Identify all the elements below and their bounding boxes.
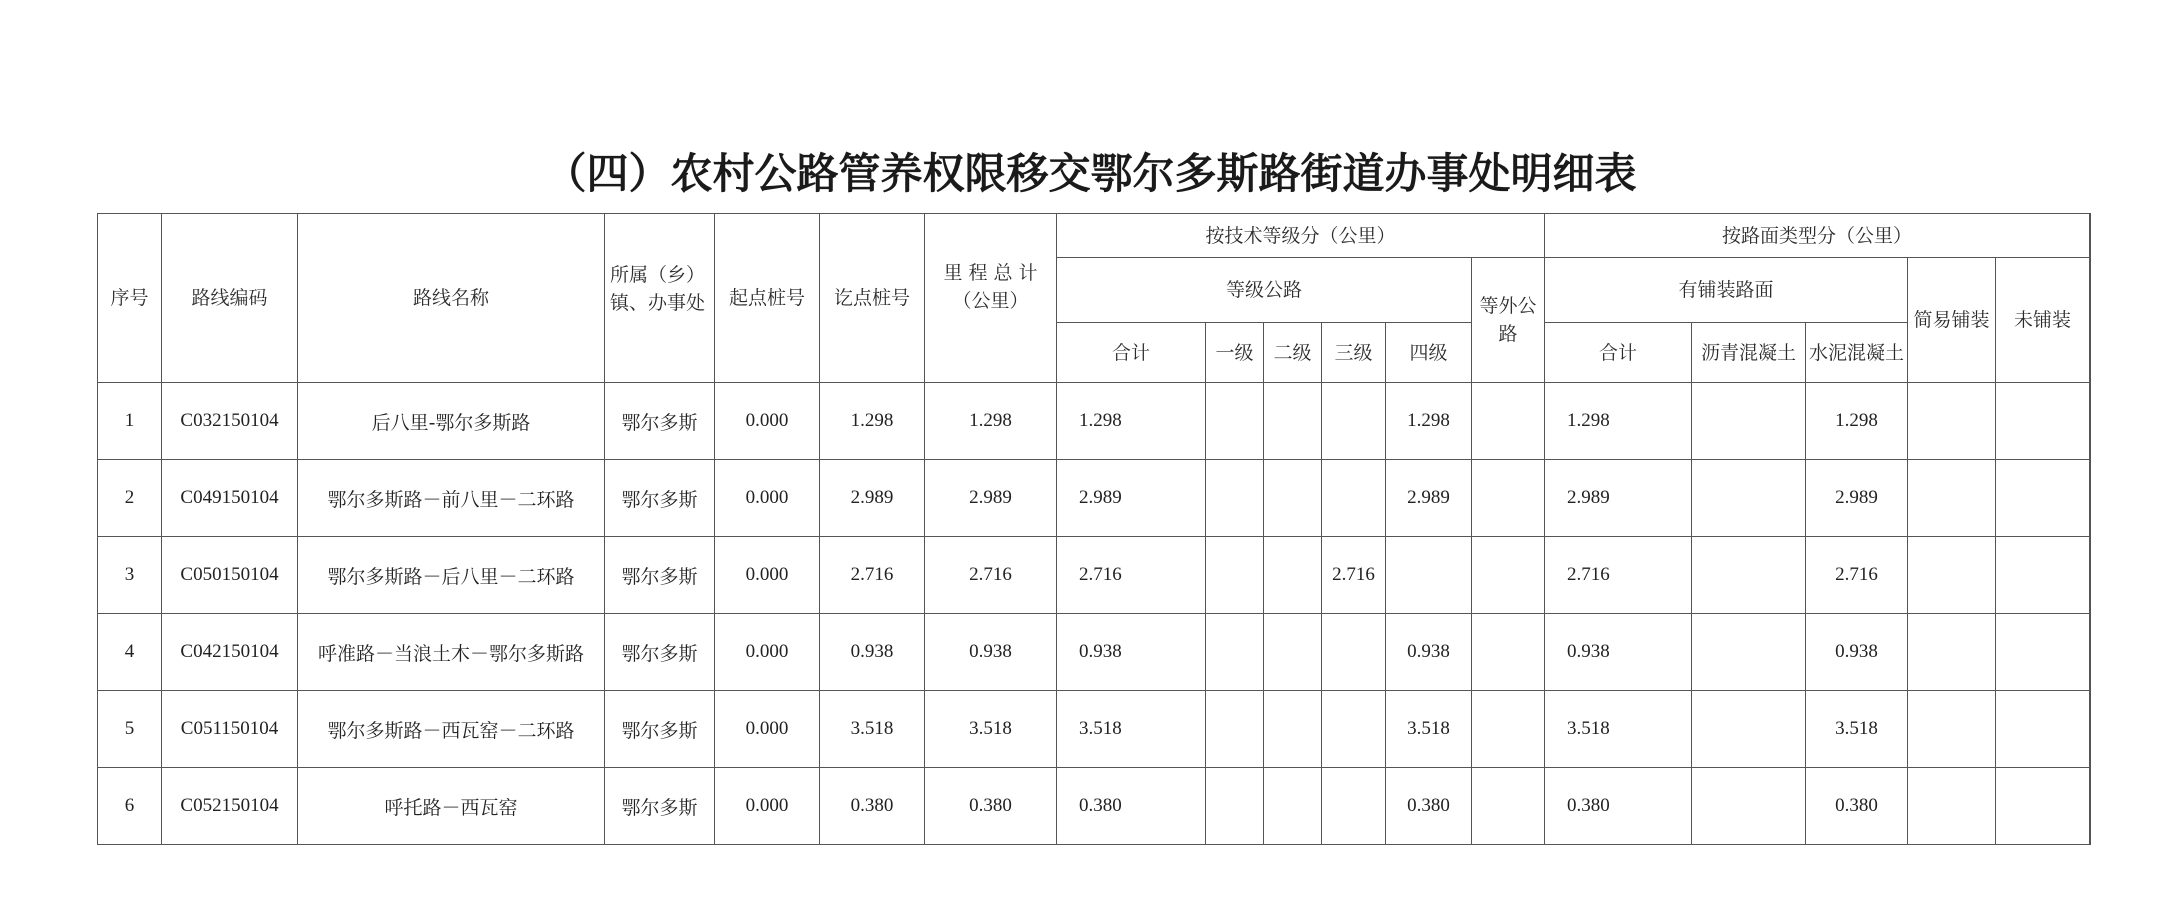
cell-asphalt xyxy=(1692,383,1806,460)
cell-urban xyxy=(2090,614,2091,691)
cell-asphalt xyxy=(1692,537,1806,614)
header-by-surface: 按路面类型分（公里） xyxy=(1545,214,2090,258)
cell-urban xyxy=(2090,768,2091,845)
cell-simple xyxy=(1908,614,1996,691)
cell-grade-total: 2.716 xyxy=(1057,537,1206,614)
header-grade-total: 合计 xyxy=(1057,323,1206,383)
cell-town: 鄂尔多斯 xyxy=(605,614,715,691)
header-start: 起点桩号 xyxy=(715,214,820,383)
cell-surface-total: 3.518 xyxy=(1545,691,1692,768)
header-graded-road: 等级公路 xyxy=(1057,258,1472,323)
cell-name: 鄂尔多斯路－西瓦窑－二环路 xyxy=(298,691,605,768)
cell-unpaved xyxy=(1996,460,2090,537)
cell-g4: 0.380 xyxy=(1386,768,1472,845)
header-mileage-line2: （公里） xyxy=(952,290,1029,312)
cell-seq: 6 xyxy=(98,768,162,845)
cell-g2 xyxy=(1264,691,1322,768)
cell-asphalt xyxy=(1692,691,1806,768)
cell-cement: 0.380 xyxy=(1806,768,1908,845)
cell-grade-total: 0.380 xyxy=(1057,768,1206,845)
header-name: 路线名称 xyxy=(298,214,605,383)
header-g2: 二级 xyxy=(1264,323,1322,383)
header-surface-total: 合计 xyxy=(1545,323,1692,383)
cell-cement: 0.938 xyxy=(1806,614,1908,691)
cell-mileage: 0.938 xyxy=(925,614,1057,691)
header-g4: 四级 xyxy=(1386,323,1472,383)
cell-g3 xyxy=(1322,460,1386,537)
cell-ungraded xyxy=(1472,537,1545,614)
cell-name: 鄂尔多斯路－后八里－二环路 xyxy=(298,537,605,614)
table-row xyxy=(98,691,2091,768)
table-row xyxy=(98,614,2091,691)
cell-town: 鄂尔多斯 xyxy=(605,768,715,845)
cell-g4: 3.518 xyxy=(1386,691,1472,768)
cell-asphalt xyxy=(1692,768,1806,845)
header-mileage xyxy=(925,214,1057,383)
cell-start: 0.000 xyxy=(715,537,820,614)
cell-code: C049150104 xyxy=(162,460,298,537)
cell-asphalt xyxy=(1692,614,1806,691)
cell-simple xyxy=(1908,691,1996,768)
header-town-line2: 镇、办事处 xyxy=(610,292,706,314)
cell-code: C051150104 xyxy=(162,691,298,768)
cell-g1 xyxy=(1206,691,1264,768)
cell-simple xyxy=(1908,537,1996,614)
road-detail-table xyxy=(97,213,2091,845)
header-end: 讫点桩号 xyxy=(820,214,925,383)
header-town xyxy=(605,214,715,383)
cell-g4 xyxy=(1386,537,1472,614)
header-seq: 序号 xyxy=(98,214,162,383)
table-row xyxy=(98,537,2091,614)
header-paved: 有铺装路面 xyxy=(1545,258,1908,323)
cell-ungraded xyxy=(1472,691,1545,768)
table-row xyxy=(98,383,2091,460)
cell-town: 鄂尔多斯 xyxy=(605,460,715,537)
table-body xyxy=(98,383,2091,845)
cell-g4: 1.298 xyxy=(1386,383,1472,460)
header-mileage-line1: 里 程 总 计 xyxy=(943,262,1038,284)
cell-g3 xyxy=(1322,691,1386,768)
cell-simple xyxy=(1908,768,1996,845)
cell-seq: 5 xyxy=(98,691,162,768)
header-g3: 三级 xyxy=(1322,323,1386,383)
cell-end: 0.938 xyxy=(820,614,925,691)
header-town-line1: 所属（乡） xyxy=(610,264,706,286)
cell-simple xyxy=(1908,460,1996,537)
cell-g3: 2.716 xyxy=(1322,537,1386,614)
header-code: 路线编码 xyxy=(162,214,298,383)
header-g1: 一级 xyxy=(1206,323,1264,383)
cell-end: 2.716 xyxy=(820,537,925,614)
cell-mileage: 2.716 xyxy=(925,537,1057,614)
cell-grade-total: 3.518 xyxy=(1057,691,1206,768)
cell-cement: 1.298 xyxy=(1806,383,1908,460)
cell-start: 0.000 xyxy=(715,691,820,768)
cell-g2 xyxy=(1264,768,1322,845)
cell-unpaved xyxy=(1996,614,2090,691)
page-title: （四）农村公路管养权限移交鄂尔多斯路街道办事处明细表 xyxy=(544,149,1637,198)
header-asphalt: 沥青混凝土 xyxy=(1692,323,1806,383)
cell-g1 xyxy=(1206,383,1264,460)
cell-g1 xyxy=(1206,537,1264,614)
cell-unpaved xyxy=(1996,768,2090,845)
cell-end: 0.380 xyxy=(820,768,925,845)
cell-ungraded xyxy=(1472,383,1545,460)
cell-name: 呼准路－当浪土木－鄂尔多斯路 xyxy=(298,614,605,691)
cell-surface-total: 2.716 xyxy=(1545,537,1692,614)
cell-urban xyxy=(2090,691,2091,768)
cell-unpaved xyxy=(1996,691,2090,768)
cell-g2 xyxy=(1264,460,1322,537)
cell-g2 xyxy=(1264,537,1322,614)
cell-grade-total: 1.298 xyxy=(1057,383,1206,460)
cell-ungraded xyxy=(1472,614,1545,691)
cell-mileage: 1.298 xyxy=(925,383,1057,460)
cell-code: C032150104 xyxy=(162,383,298,460)
header-ungraded: 等外公路 xyxy=(1472,258,1545,383)
cell-g4: 0.938 xyxy=(1386,614,1472,691)
cell-g3 xyxy=(1322,383,1386,460)
cell-town: 鄂尔多斯 xyxy=(605,383,715,460)
cell-asphalt xyxy=(1692,460,1806,537)
cell-town: 鄂尔多斯 xyxy=(605,537,715,614)
cell-surface-total: 0.938 xyxy=(1545,614,1692,691)
cell-seq: 1 xyxy=(98,383,162,460)
header-unpaved: 未铺装 xyxy=(1996,258,2090,383)
cell-name: 鄂尔多斯路－前八里－二环路 xyxy=(298,460,605,537)
cell-name: 后八里-鄂尔多斯路 xyxy=(298,383,605,460)
cell-g3 xyxy=(1322,614,1386,691)
cell-g4: 2.989 xyxy=(1386,460,1472,537)
header-cement: 水泥混凝土 xyxy=(1806,323,1908,383)
cell-start: 0.000 xyxy=(715,614,820,691)
cell-end: 3.518 xyxy=(820,691,925,768)
cell-code: C052150104 xyxy=(162,768,298,845)
cell-seq: 4 xyxy=(98,614,162,691)
cell-seq: 3 xyxy=(98,537,162,614)
table-row xyxy=(98,460,2091,537)
cell-urban xyxy=(2090,383,2091,460)
cell-start: 0.000 xyxy=(715,383,820,460)
header-by-grade: 按技术等级分（公里） xyxy=(1057,214,1545,258)
cell-cement: 3.518 xyxy=(1806,691,1908,768)
cell-g1 xyxy=(1206,768,1264,845)
cell-ungraded xyxy=(1472,460,1545,537)
header-row-1 xyxy=(98,214,2091,258)
cell-ungraded xyxy=(1472,768,1545,845)
header-urban xyxy=(2090,214,2091,383)
table-row xyxy=(98,768,2091,845)
cell-mileage: 2.989 xyxy=(925,460,1057,537)
cell-start: 0.000 xyxy=(715,768,820,845)
cell-g3 xyxy=(1322,768,1386,845)
cell-g1 xyxy=(1206,614,1264,691)
cell-simple xyxy=(1908,383,1996,460)
cell-code: C050150104 xyxy=(162,537,298,614)
cell-surface-total: 2.989 xyxy=(1545,460,1692,537)
cell-urban xyxy=(2090,537,2091,614)
cell-g2 xyxy=(1264,614,1322,691)
cell-end: 2.989 xyxy=(820,460,925,537)
cell-start: 0.000 xyxy=(715,460,820,537)
cell-end: 1.298 xyxy=(820,383,925,460)
cell-cement: 2.716 xyxy=(1806,537,1908,614)
cell-grade-total: 0.938 xyxy=(1057,614,1206,691)
cell-grade-total: 2.989 xyxy=(1057,460,1206,537)
cell-name: 呼托路－西瓦窑 xyxy=(298,768,605,845)
cell-mileage: 0.380 xyxy=(925,768,1057,845)
cell-surface-total: 0.380 xyxy=(1545,768,1692,845)
cell-seq: 2 xyxy=(98,460,162,537)
cell-g2 xyxy=(1264,383,1322,460)
cell-g1 xyxy=(1206,460,1264,537)
cell-unpaved xyxy=(1996,383,2090,460)
cell-code: C042150104 xyxy=(162,614,298,691)
cell-town: 鄂尔多斯 xyxy=(605,691,715,768)
cell-surface-total: 1.298 xyxy=(1545,383,1692,460)
header-simple: 简易铺装 xyxy=(1908,258,1996,383)
cell-mileage: 3.518 xyxy=(925,691,1057,768)
cell-cement: 2.989 xyxy=(1806,460,1908,537)
cell-urban xyxy=(2090,460,2091,537)
cell-unpaved xyxy=(1996,537,2090,614)
